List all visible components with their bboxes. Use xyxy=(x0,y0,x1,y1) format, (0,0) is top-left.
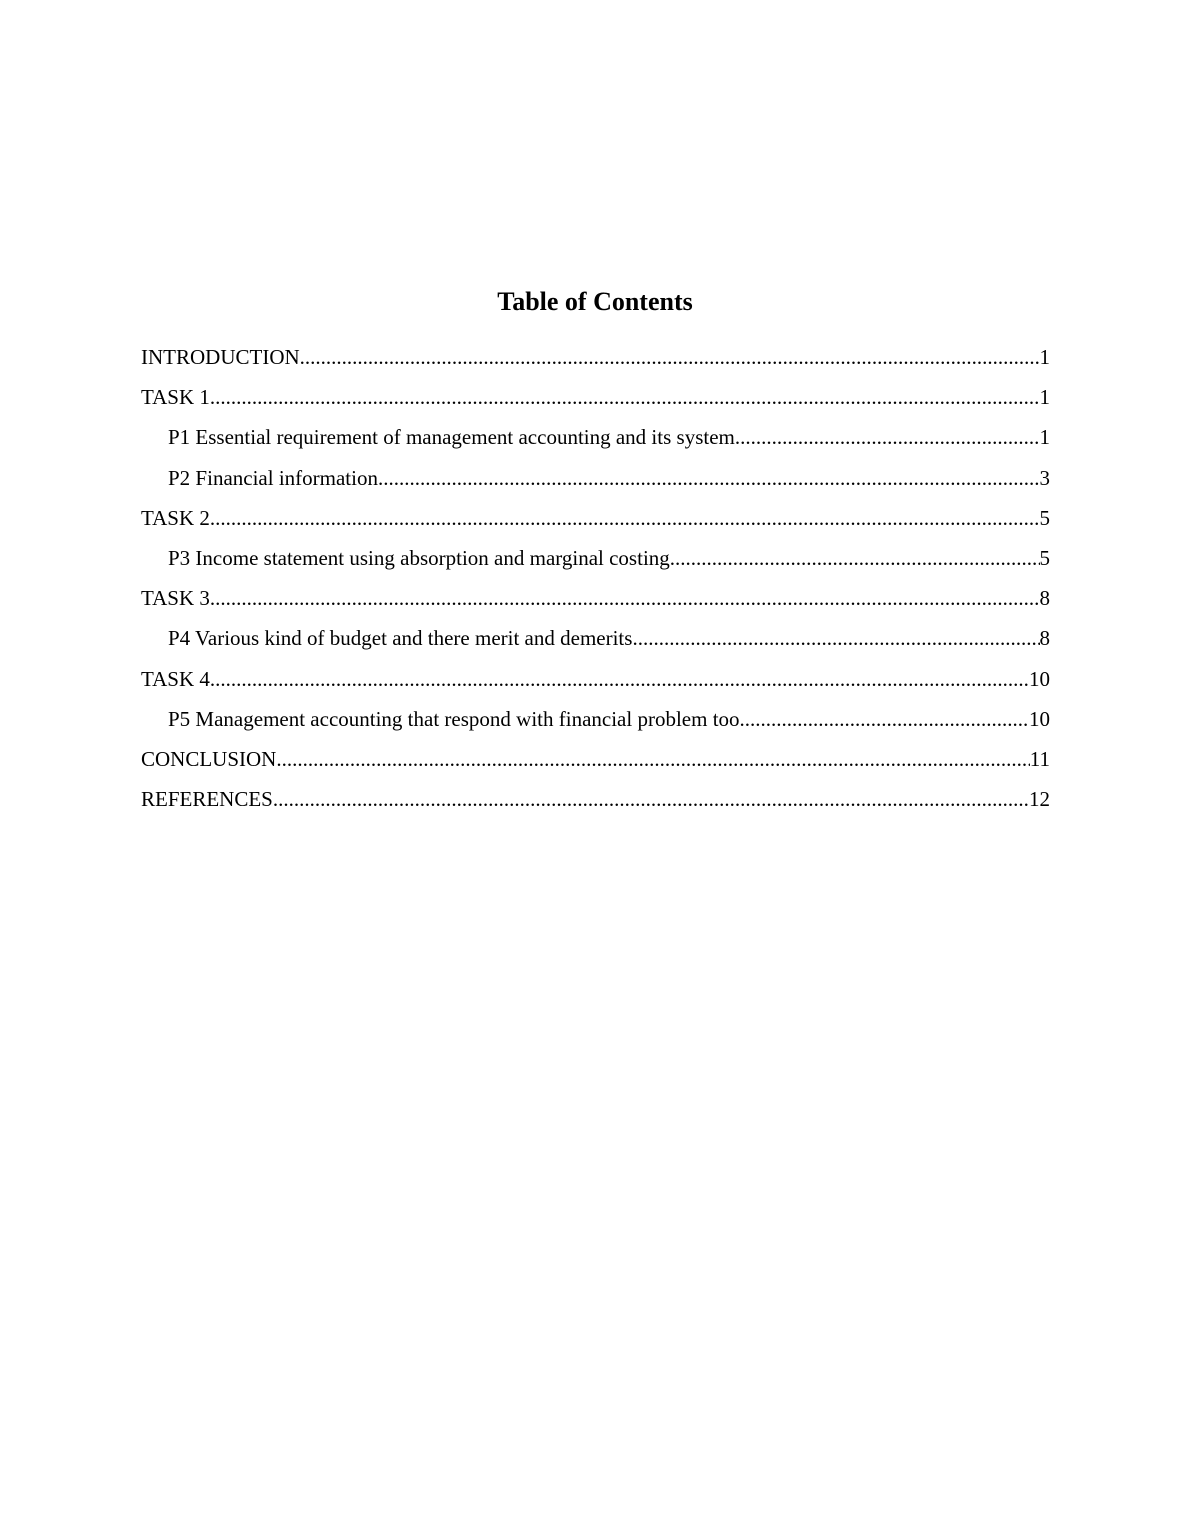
toc-dot-leader xyxy=(276,745,1029,773)
toc-entry-label: TASK 1 xyxy=(141,385,210,410)
toc-entry-page: 1 xyxy=(1039,425,1050,450)
toc-entry-label: CONCLUSION xyxy=(141,746,277,771)
toc-entry-task-2[interactable] xyxy=(141,504,1050,544)
toc-dot-leader xyxy=(210,584,1040,612)
toc-entry-p2[interactable] xyxy=(141,464,1050,504)
toc-dot-leader xyxy=(670,544,1040,572)
toc-dot-leader xyxy=(210,504,1040,532)
toc-entry-page: 10 xyxy=(1029,666,1050,691)
toc-entry-conclusion[interactable] xyxy=(141,745,1050,785)
toc-entry-label: P1 Essential requirement of management accounting and its system xyxy=(168,425,735,450)
toc-entry-references[interactable] xyxy=(141,785,1050,825)
toc-dot-leader xyxy=(378,464,1040,492)
toc-entry-label: P4 Various kind of budget and there merit and demerits xyxy=(168,626,633,651)
toc-entry-label: TASK 3 xyxy=(141,586,210,611)
toc-title: Table of Contents xyxy=(497,287,693,316)
toc-entry-page: 1 xyxy=(1039,385,1050,410)
toc-entry-task-3[interactable] xyxy=(141,584,1050,624)
toc-entry-page: 8 xyxy=(1039,626,1050,651)
toc-dot-leader xyxy=(210,383,1040,411)
toc-list xyxy=(141,343,1050,825)
toc-entry-label: INTRODUCTION xyxy=(141,345,300,369)
toc-entry-page: 5 xyxy=(1039,505,1050,530)
toc-entry-label: P2 Financial information xyxy=(168,465,378,490)
toc-dot-leader xyxy=(210,665,1029,693)
toc-entry-label: TASK 2 xyxy=(141,505,210,530)
toc-entry-page: 11 xyxy=(1029,746,1050,771)
toc-entry-label: P5 Management accounting that respond with financial problem too xyxy=(168,706,740,731)
toc-entry-page: 10 xyxy=(1029,706,1050,731)
toc-dot-leader xyxy=(273,785,1029,813)
toc-entry-label: REFERENCES xyxy=(141,787,273,812)
toc-entry-p3[interactable] xyxy=(141,544,1050,584)
toc-entry-label: TASK 4 xyxy=(141,666,210,691)
toc-entry-page: 5 xyxy=(1039,545,1050,570)
toc-dot-leader xyxy=(300,343,1040,371)
toc-entry-introduction[interactable] xyxy=(141,343,1050,383)
toc-entry-page: 1 xyxy=(1039,345,1050,369)
toc-dot-leader xyxy=(632,624,1039,652)
toc-entry-task-4[interactable] xyxy=(141,665,1050,705)
toc-entry-task-1[interactable] xyxy=(141,383,1050,423)
toc-entry-p4[interactable] xyxy=(141,624,1050,664)
toc-entry-page: 3 xyxy=(1039,465,1050,490)
toc-entry-p5[interactable] xyxy=(141,705,1050,745)
toc-dot-leader xyxy=(735,423,1040,451)
toc-entry-p1[interactable] xyxy=(141,423,1050,463)
toc-dot-leader xyxy=(740,705,1029,733)
toc-entry-page: 8 xyxy=(1039,586,1050,611)
toc-entry-page: 12 xyxy=(1029,787,1050,812)
toc-entry-label: P3 Income statement using absorption and marginal costing xyxy=(168,545,670,570)
